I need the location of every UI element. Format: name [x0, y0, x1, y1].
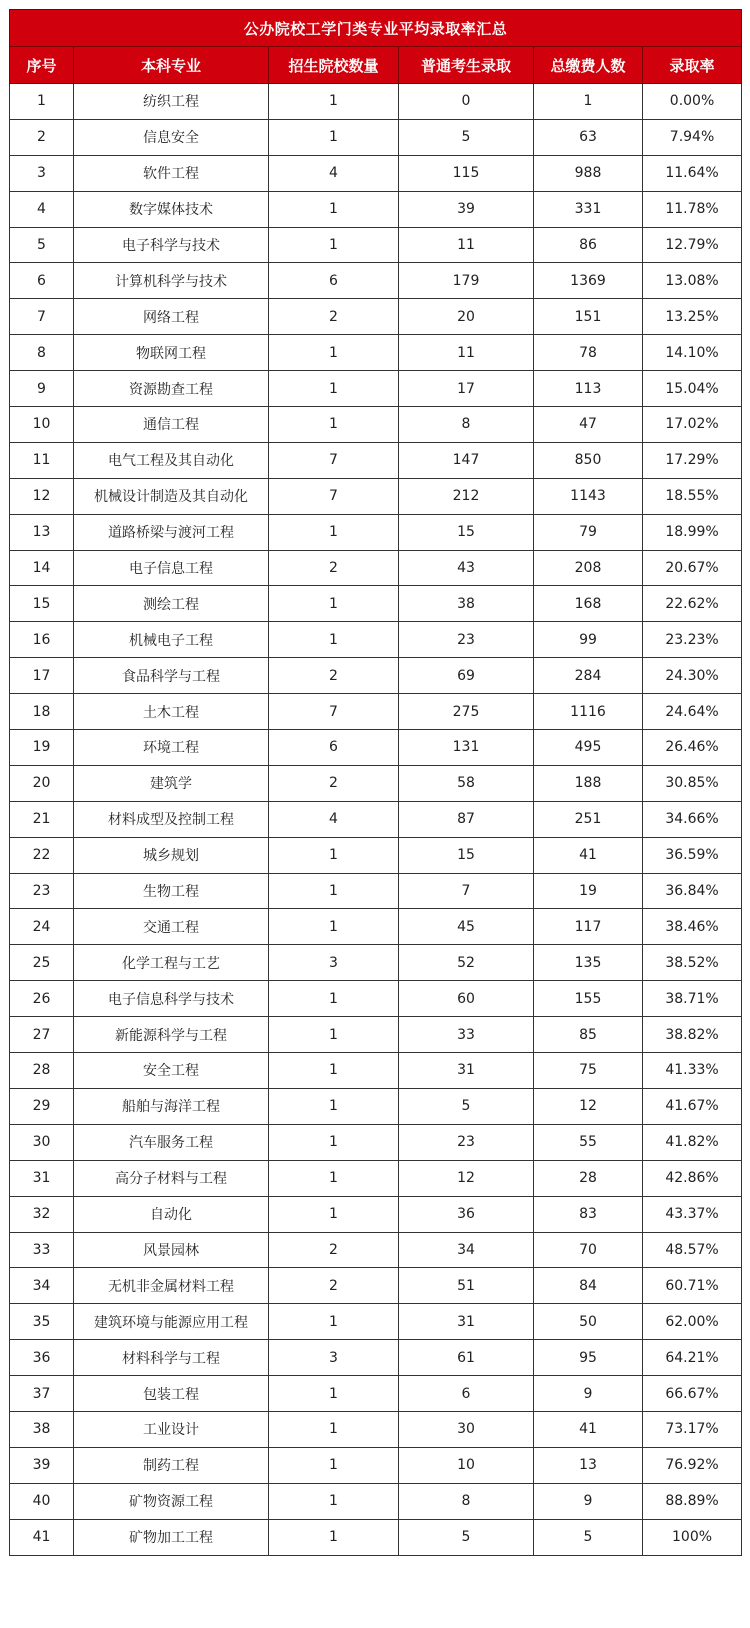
cell-major: 包装工程: [74, 1376, 269, 1412]
cell-admission-rate: 0.00%: [643, 84, 742, 120]
cell-school-count: 1: [269, 1447, 399, 1483]
cell-admission-rate: 17.29%: [643, 442, 742, 478]
table-row: [10, 191, 742, 227]
cell-index: 3: [10, 155, 74, 191]
cell-major: 土木工程: [74, 694, 269, 730]
table-row: [10, 119, 742, 155]
cell-regular-admitted: 87: [399, 801, 534, 837]
cell-major: 材料科学与工程: [74, 1340, 269, 1376]
cell-admission-rate: 64.21%: [643, 1340, 742, 1376]
cell-school-count: 6: [269, 730, 399, 766]
table-row: [10, 335, 742, 371]
admission-rate-table-container: [9, 9, 741, 1556]
cell-index: 7: [10, 299, 74, 335]
cell-regular-admitted: 15: [399, 514, 534, 550]
cell-major: 新能源科学与工程: [74, 1017, 269, 1053]
cell-school-count: 1: [269, 335, 399, 371]
cell-total-paid: 850: [534, 442, 643, 478]
cell-school-count: 2: [269, 765, 399, 801]
cell-total-paid: 75: [534, 1053, 643, 1089]
cell-regular-admitted: 5: [399, 119, 534, 155]
cell-regular-admitted: 38: [399, 586, 534, 622]
cell-major: 化学工程与工艺: [74, 945, 269, 981]
cell-major: 风景园林: [74, 1232, 269, 1268]
cell-admission-rate: 26.46%: [643, 730, 742, 766]
cell-major: 纺织工程: [74, 84, 269, 120]
cell-major: 安全工程: [74, 1053, 269, 1089]
cell-admission-rate: 41.33%: [643, 1053, 742, 1089]
cell-total-paid: 1143: [534, 478, 643, 514]
cell-school-count: 1: [269, 1017, 399, 1053]
cell-total-paid: 988: [534, 155, 643, 191]
cell-major: 机械设计制造及其自动化: [74, 478, 269, 514]
table-row: [10, 84, 742, 120]
cell-regular-admitted: 23: [399, 622, 534, 658]
cell-index: 15: [10, 586, 74, 622]
cell-admission-rate: 38.46%: [643, 909, 742, 945]
cell-index: 17: [10, 658, 74, 694]
table-row: [10, 1196, 742, 1232]
cell-total-paid: 1116: [534, 694, 643, 730]
table-row: [10, 1017, 742, 1053]
table-row: [10, 658, 742, 694]
column-header-regular-admitted: 普通考生录取: [399, 47, 534, 84]
cell-admission-rate: 18.55%: [643, 478, 742, 514]
table-row: [10, 263, 742, 299]
admission-rate-table: [9, 9, 742, 1556]
table-row: [10, 227, 742, 263]
cell-index: 40: [10, 1483, 74, 1519]
table-row: [10, 550, 742, 586]
cell-major: 机械电子工程: [74, 622, 269, 658]
table-row: [10, 1088, 742, 1124]
table-row: [10, 478, 742, 514]
cell-regular-admitted: 115: [399, 155, 534, 191]
cell-admission-rate: 88.89%: [643, 1483, 742, 1519]
cell-regular-admitted: 5: [399, 1088, 534, 1124]
cell-admission-rate: 42.86%: [643, 1160, 742, 1196]
cell-school-count: 3: [269, 1340, 399, 1376]
cell-major: 高分子材料与工程: [74, 1160, 269, 1196]
cell-admission-rate: 41.82%: [643, 1124, 742, 1160]
cell-index: 25: [10, 945, 74, 981]
cell-total-paid: 84: [534, 1268, 643, 1304]
cell-admission-rate: 73.17%: [643, 1411, 742, 1447]
table-row: [10, 1160, 742, 1196]
cell-index: 41: [10, 1519, 74, 1555]
cell-major: 计算机科学与技术: [74, 263, 269, 299]
cell-school-count: 1: [269, 909, 399, 945]
table-header-row: [10, 47, 742, 84]
cell-admission-rate: 11.78%: [643, 191, 742, 227]
cell-admission-rate: 66.67%: [643, 1376, 742, 1412]
cell-total-paid: 95: [534, 1340, 643, 1376]
cell-regular-admitted: 20: [399, 299, 534, 335]
cell-index: 9: [10, 371, 74, 407]
cell-regular-admitted: 58: [399, 765, 534, 801]
cell-admission-rate: 34.66%: [643, 801, 742, 837]
cell-regular-admitted: 31: [399, 1053, 534, 1089]
cell-admission-rate: 76.92%: [643, 1447, 742, 1483]
table-row: [10, 909, 742, 945]
cell-admission-rate: 100%: [643, 1519, 742, 1555]
cell-major: 软件工程: [74, 155, 269, 191]
table-row: [10, 801, 742, 837]
cell-major: 生物工程: [74, 873, 269, 909]
table-row: [10, 1376, 742, 1412]
cell-regular-admitted: 23: [399, 1124, 534, 1160]
cell-regular-admitted: 31: [399, 1304, 534, 1340]
cell-school-count: 4: [269, 801, 399, 837]
cell-school-count: 7: [269, 478, 399, 514]
cell-school-count: 2: [269, 658, 399, 694]
cell-major: 电子科学与技术: [74, 227, 269, 263]
table-row: [10, 586, 742, 622]
cell-school-count: 1: [269, 1519, 399, 1555]
cell-regular-admitted: 30: [399, 1411, 534, 1447]
cell-total-paid: 1: [534, 84, 643, 120]
cell-index: 6: [10, 263, 74, 299]
cell-admission-rate: 22.62%: [643, 586, 742, 622]
cell-regular-admitted: 212: [399, 478, 534, 514]
cell-index: 28: [10, 1053, 74, 1089]
table-row: [10, 1232, 742, 1268]
cell-total-paid: 284: [534, 658, 643, 694]
cell-admission-rate: 62.00%: [643, 1304, 742, 1340]
cell-index: 22: [10, 837, 74, 873]
cell-major: 电气工程及其自动化: [74, 442, 269, 478]
table-row: [10, 1447, 742, 1483]
cell-school-count: 1: [269, 407, 399, 443]
cell-school-count: 1: [269, 1053, 399, 1089]
cell-school-count: 4: [269, 155, 399, 191]
cell-total-paid: 495: [534, 730, 643, 766]
cell-index: 26: [10, 981, 74, 1017]
cell-index: 18: [10, 694, 74, 730]
cell-major: 资源勘查工程: [74, 371, 269, 407]
cell-index: 35: [10, 1304, 74, 1340]
cell-total-paid: 168: [534, 586, 643, 622]
cell-major: 测绘工程: [74, 586, 269, 622]
cell-regular-admitted: 10: [399, 1447, 534, 1483]
cell-school-count: 1: [269, 1483, 399, 1519]
cell-regular-admitted: 51: [399, 1268, 534, 1304]
cell-regular-admitted: 12: [399, 1160, 534, 1196]
cell-major: 船舶与海洋工程: [74, 1088, 269, 1124]
cell-admission-rate: 30.85%: [643, 765, 742, 801]
cell-major: 建筑学: [74, 765, 269, 801]
cell-index: 1: [10, 84, 74, 120]
cell-index: 8: [10, 335, 74, 371]
cell-major: 信息安全: [74, 119, 269, 155]
cell-total-paid: 1369: [534, 263, 643, 299]
cell-total-paid: 78: [534, 335, 643, 371]
cell-index: 36: [10, 1340, 74, 1376]
cell-major: 电子信息科学与技术: [74, 981, 269, 1017]
cell-school-count: 1: [269, 1160, 399, 1196]
cell-school-count: 1: [269, 1196, 399, 1232]
cell-admission-rate: 36.59%: [643, 837, 742, 873]
cell-total-paid: 47: [534, 407, 643, 443]
cell-total-paid: 41: [534, 1411, 643, 1447]
table-row: [10, 622, 742, 658]
cell-index: 37: [10, 1376, 74, 1412]
cell-index: 19: [10, 730, 74, 766]
cell-admission-rate: 20.67%: [643, 550, 742, 586]
cell-admission-rate: 12.79%: [643, 227, 742, 263]
cell-admission-rate: 36.84%: [643, 873, 742, 909]
table-row: [10, 1304, 742, 1340]
cell-index: 11: [10, 442, 74, 478]
table-row: [10, 514, 742, 550]
cell-admission-rate: 13.08%: [643, 263, 742, 299]
cell-admission-rate: 38.82%: [643, 1017, 742, 1053]
cell-regular-admitted: 17: [399, 371, 534, 407]
cell-major: 建筑环境与能源应用工程: [74, 1304, 269, 1340]
cell-total-paid: 63: [534, 119, 643, 155]
cell-total-paid: 251: [534, 801, 643, 837]
cell-index: 24: [10, 909, 74, 945]
cell-index: 4: [10, 191, 74, 227]
cell-index: 21: [10, 801, 74, 837]
cell-total-paid: 9: [534, 1376, 643, 1412]
cell-school-count: 2: [269, 550, 399, 586]
cell-admission-rate: 60.71%: [643, 1268, 742, 1304]
cell-major: 食品科学与工程: [74, 658, 269, 694]
table-row: [10, 730, 742, 766]
cell-school-count: 2: [269, 1268, 399, 1304]
cell-total-paid: 113: [534, 371, 643, 407]
cell-major: 道路桥梁与渡河工程: [74, 514, 269, 550]
cell-index: 23: [10, 873, 74, 909]
cell-regular-admitted: 131: [399, 730, 534, 766]
cell-admission-rate: 11.64%: [643, 155, 742, 191]
cell-admission-rate: 14.10%: [643, 335, 742, 371]
table-row: [10, 1483, 742, 1519]
cell-major: 交通工程: [74, 909, 269, 945]
cell-regular-admitted: 43: [399, 550, 534, 586]
cell-total-paid: 50: [534, 1304, 643, 1340]
column-header-total-paid: 总缴费人数: [534, 47, 643, 84]
cell-major: 物联网工程: [74, 335, 269, 371]
cell-total-paid: 155: [534, 981, 643, 1017]
cell-admission-rate: 13.25%: [643, 299, 742, 335]
table-row: [10, 837, 742, 873]
cell-total-paid: 70: [534, 1232, 643, 1268]
cell-school-count: 2: [269, 299, 399, 335]
cell-admission-rate: 48.57%: [643, 1232, 742, 1268]
table-row: [10, 371, 742, 407]
table-row: [10, 442, 742, 478]
cell-school-count: 1: [269, 1304, 399, 1340]
column-header-school-count: 招生院校数量: [269, 47, 399, 84]
cell-school-count: 7: [269, 442, 399, 478]
cell-admission-rate: 41.67%: [643, 1088, 742, 1124]
cell-regular-admitted: 8: [399, 1483, 534, 1519]
cell-school-count: 1: [269, 837, 399, 873]
cell-index: 33: [10, 1232, 74, 1268]
cell-index: 14: [10, 550, 74, 586]
cell-index: 13: [10, 514, 74, 550]
table-row: [10, 407, 742, 443]
cell-total-paid: 85: [534, 1017, 643, 1053]
cell-school-count: 1: [269, 1124, 399, 1160]
cell-regular-admitted: 61: [399, 1340, 534, 1376]
cell-index: 16: [10, 622, 74, 658]
cell-admission-rate: 17.02%: [643, 407, 742, 443]
cell-major: 环境工程: [74, 730, 269, 766]
cell-index: 12: [10, 478, 74, 514]
cell-major: 无机非金属材料工程: [74, 1268, 269, 1304]
cell-total-paid: 28: [534, 1160, 643, 1196]
cell-admission-rate: 38.71%: [643, 981, 742, 1017]
column-header-index: 序号: [10, 47, 74, 84]
table-row: [10, 694, 742, 730]
cell-school-count: 1: [269, 873, 399, 909]
cell-index: 5: [10, 227, 74, 263]
cell-admission-rate: 38.52%: [643, 945, 742, 981]
cell-total-paid: 13: [534, 1447, 643, 1483]
cell-regular-admitted: 36: [399, 1196, 534, 1232]
cell-total-paid: 19: [534, 873, 643, 909]
cell-regular-admitted: 15: [399, 837, 534, 873]
cell-school-count: 7: [269, 694, 399, 730]
cell-regular-admitted: 52: [399, 945, 534, 981]
cell-major: 城乡规划: [74, 837, 269, 873]
cell-index: 32: [10, 1196, 74, 1232]
table-row: [10, 1268, 742, 1304]
cell-index: 38: [10, 1411, 74, 1447]
cell-regular-admitted: 8: [399, 407, 534, 443]
cell-index: 30: [10, 1124, 74, 1160]
cell-school-count: 1: [269, 514, 399, 550]
cell-school-count: 1: [269, 622, 399, 658]
cell-major: 工业设计: [74, 1411, 269, 1447]
cell-school-count: 1: [269, 227, 399, 263]
cell-index: 2: [10, 119, 74, 155]
cell-index: 39: [10, 1447, 74, 1483]
cell-total-paid: 12: [534, 1088, 643, 1124]
cell-index: 20: [10, 765, 74, 801]
cell-total-paid: 151: [534, 299, 643, 335]
table-row: [10, 1053, 742, 1089]
cell-total-paid: 135: [534, 945, 643, 981]
cell-index: 34: [10, 1268, 74, 1304]
cell-regular-admitted: 7: [399, 873, 534, 909]
cell-total-paid: 208: [534, 550, 643, 586]
cell-major: 通信工程: [74, 407, 269, 443]
table-row: [10, 765, 742, 801]
cell-school-count: 1: [269, 119, 399, 155]
cell-admission-rate: 24.64%: [643, 694, 742, 730]
cell-school-count: 1: [269, 371, 399, 407]
cell-total-paid: 188: [534, 765, 643, 801]
cell-regular-admitted: 33: [399, 1017, 534, 1053]
cell-major: 矿物加工工程: [74, 1519, 269, 1555]
cell-total-paid: 117: [534, 909, 643, 945]
cell-total-paid: 79: [534, 514, 643, 550]
table-body: [10, 84, 742, 1556]
cell-admission-rate: 7.94%: [643, 119, 742, 155]
cell-admission-rate: 43.37%: [643, 1196, 742, 1232]
cell-school-count: 1: [269, 1376, 399, 1412]
table-row: [10, 155, 742, 191]
cell-school-count: 1: [269, 191, 399, 227]
cell-regular-admitted: 11: [399, 335, 534, 371]
cell-school-count: 6: [269, 263, 399, 299]
cell-major: 电子信息工程: [74, 550, 269, 586]
cell-major: 矿物资源工程: [74, 1483, 269, 1519]
column-header-admission-rate: 录取率: [643, 47, 742, 84]
cell-total-paid: 99: [534, 622, 643, 658]
cell-school-count: 3: [269, 945, 399, 981]
cell-major: 汽车服务工程: [74, 1124, 269, 1160]
cell-regular-admitted: 275: [399, 694, 534, 730]
cell-regular-admitted: 0: [399, 84, 534, 120]
cell-total-paid: 55: [534, 1124, 643, 1160]
table-row: [10, 1124, 742, 1160]
cell-school-count: 1: [269, 1411, 399, 1447]
cell-admission-rate: 24.30%: [643, 658, 742, 694]
column-header-major: 本科专业: [74, 47, 269, 84]
cell-regular-admitted: 34: [399, 1232, 534, 1268]
table-title-row: [10, 10, 742, 47]
cell-school-count: 2: [269, 1232, 399, 1268]
cell-regular-admitted: 5: [399, 1519, 534, 1555]
table-row: [10, 1519, 742, 1555]
cell-admission-rate: 15.04%: [643, 371, 742, 407]
cell-school-count: 1: [269, 981, 399, 1017]
cell-total-paid: 83: [534, 1196, 643, 1232]
table-row: [10, 945, 742, 981]
cell-major: 材料成型及控制工程: [74, 801, 269, 837]
cell-school-count: 1: [269, 84, 399, 120]
cell-index: 29: [10, 1088, 74, 1124]
cell-total-paid: 9: [534, 1483, 643, 1519]
table-row: [10, 299, 742, 335]
table-title: 公办院校工学门类专业平均录取率汇总: [10, 10, 742, 47]
cell-index: 10: [10, 407, 74, 443]
cell-index: 27: [10, 1017, 74, 1053]
cell-regular-admitted: 39: [399, 191, 534, 227]
cell-admission-rate: 18.99%: [643, 514, 742, 550]
table-row: [10, 1411, 742, 1447]
cell-school-count: 1: [269, 1088, 399, 1124]
cell-regular-admitted: 6: [399, 1376, 534, 1412]
table-row: [10, 981, 742, 1017]
cell-regular-admitted: 45: [399, 909, 534, 945]
table-row: [10, 873, 742, 909]
cell-total-paid: 41: [534, 837, 643, 873]
cell-regular-admitted: 179: [399, 263, 534, 299]
cell-major: 自动化: [74, 1196, 269, 1232]
cell-total-paid: 5: [534, 1519, 643, 1555]
cell-regular-admitted: 69: [399, 658, 534, 694]
cell-admission-rate: 23.23%: [643, 622, 742, 658]
cell-major: 网络工程: [74, 299, 269, 335]
cell-major: 制药工程: [74, 1447, 269, 1483]
cell-regular-admitted: 11: [399, 227, 534, 263]
cell-regular-admitted: 147: [399, 442, 534, 478]
cell-total-paid: 86: [534, 227, 643, 263]
cell-major: 数字媒体技术: [74, 191, 269, 227]
cell-index: 31: [10, 1160, 74, 1196]
cell-school-count: 1: [269, 586, 399, 622]
table-row: [10, 1340, 742, 1376]
cell-regular-admitted: 60: [399, 981, 534, 1017]
cell-total-paid: 331: [534, 191, 643, 227]
